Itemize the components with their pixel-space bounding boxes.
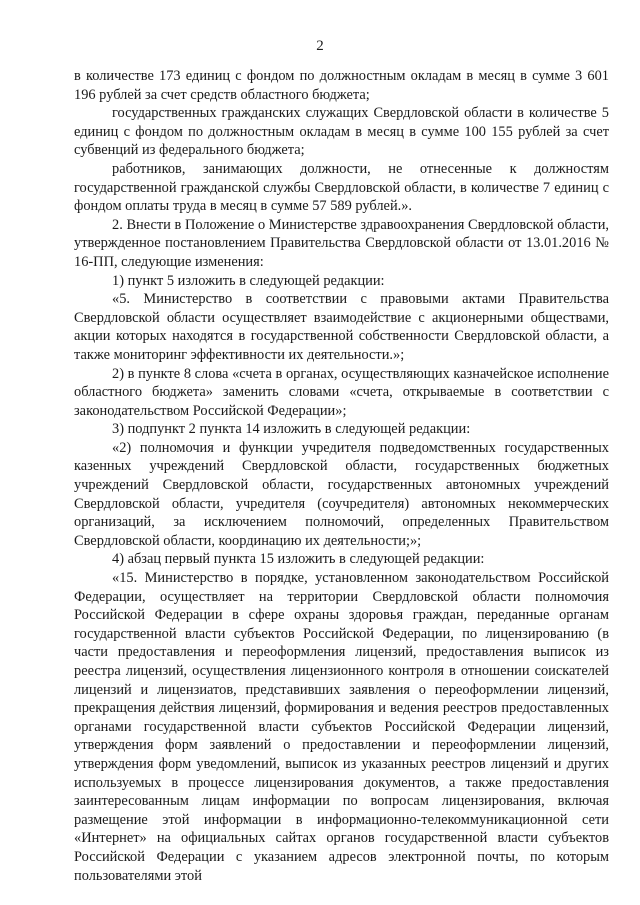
paragraph: «2) полномочия и функции учредителя подведомственных государственных казенных учреждений Свердловской области, государственных бюджетных учреждений Свердловской области, государственных автономных учреждений Свердловской области, учредителя (соучредителя) автономных некоммерческих организаций, за исключением полномочий, определенных Правительством Свердловской области, координацию их деятельности;»; xyxy=(74,439,609,549)
paragraph: 4) абзац первый пункта 15 изложить в следующей редакции: xyxy=(112,551,485,568)
page-number: 2 xyxy=(316,38,324,54)
paragraph: 2. Внести в Положение о Министерстве здравоохранения Свердловской области, утвержденное постановлением Правительства Свердловской области от 13.01.2016 № 16-ПП, следующие изменения: xyxy=(74,216,609,270)
paragraph: «5. Министерство в соответствии с правовыми актами Правительства Свердловской области осуществляет взаимодействие с акционерными обществами, акции которых находятся в государственной собственности Свердловской области, а также мониторинг эффективности их деятельности.»; xyxy=(74,291,609,363)
paragraph: 1) пункт 5 изложить в следующей редакции: xyxy=(112,272,385,289)
paragraph: работников, занимающих должности, не отнесенные к должностям государственной гражданской службы Свердловской области, в количестве 7 единиц с фондом оплаты труда в месяц в сумме 57 589 рублей.». xyxy=(74,160,609,215)
paragraph: государственных гражданских служащих Свердловской области в количестве 5 единиц с фондом по должностным окладам в месяц в сумме 100 155 рублей за счет субвенций из федерального бюджета; xyxy=(74,105,609,159)
paragraph: «15. Министерство в порядке, установленном законодательством Российской Федерации, осуществляет на территории Свердловской области полномочия Российской Федерации в сфере охраны здоровья граждан, переданные органам государственной власти субъектов Российской Федерации, по лицензированию (в части предоставления и переоформления лицензий, предоставления выписок из реестра лицензий, осуществления лицензионного контроля в отношении соискателей лицензий и лицензиатов, представивших заявления о переоформлении лицензий, прекращения действия лицензий, формирования и ведения реестров предоставленных органами государственной власти субъектов Российской Федерации лицензий, утверждения форм заявлений о предоставлении и переоформлении лицензий, утверждения форм уведомлений, выписок из указанных реестров лицензий и других используемых в процессе лицензирования документов, а также предоставления заинтересованным лицам информации по вопросам лицензирования, включая размещение этой информации в информационно-телекоммуникационной сети «Интернет» на официальных сайтах органов государственной власти субъектов Российской Федерации с указанием адресов электронной почты, по которым пользователями этой xyxy=(74,570,609,884)
paragraph: 2) в пункте 8 слова «счета в органах, осуществляющих казначейское исполнение областного бюджета» заменить словами «счета, открываемые в соответствии с законодательством Российской Федерации»; xyxy=(74,365,609,419)
document-body xyxy=(74,67,609,885)
paragraph: в количестве 173 единиц с фондом по должностным окладам в месяц в сумме 3 601 196 рублей за счет средств областного бюджета; xyxy=(74,68,609,103)
paragraph: 3) подпункт 2 пункта 14 изложить в следующей редакции: xyxy=(112,421,471,438)
